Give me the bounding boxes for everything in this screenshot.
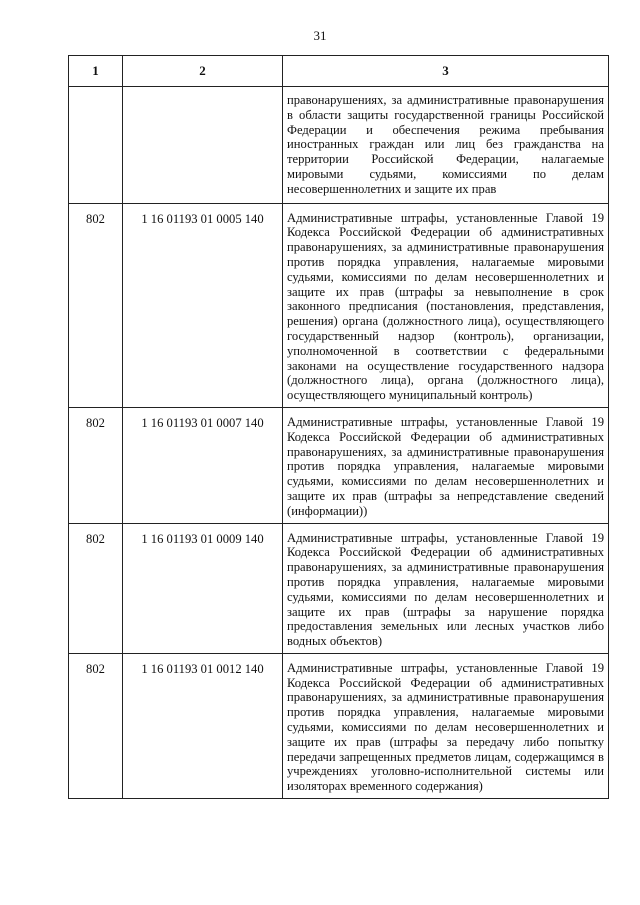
description-text: Административные штрафы, установленные Главой 19 Кодекса Российской Федерации об административных правонарушениях, за административные правонарушения против порядка управления, налагаемые мировыми судьями, комиссиями по делам несовершеннолетних и защите их прав (штрафы за передачу либо попытку передачи запрещенных предметов лицам, содержащимся в учреждениях уголовно-исполнительной системы или изоляторах временного содержания) <box>287 660 604 794</box>
header-col-2: 2 <box>123 56 283 87</box>
budget-code-cell: 1 16 01193 01 0012 140 <box>123 653 283 798</box>
header-col-3: 3 <box>283 56 609 87</box>
admin-code-cell: 802 <box>69 203 123 407</box>
admin-code-cell: 802 <box>69 407 123 523</box>
description-text: Административные штрафы, установленные Главой 19 Кодекса Российской Федерации об административных правонарушениях, за административные правонарушения против порядка управления, налагаемые мировыми судьями, комиссиями по делам несовершеннолетних и защите их прав (штрафы за нарушение порядка предоставления земельных или лесных участков либо водных объектов) <box>287 530 604 649</box>
page-number: 31 <box>313 28 327 43</box>
admin-code-cell: 802 <box>69 653 123 798</box>
table-row-continuation <box>69 87 609 204</box>
header-col-1: 1 <box>69 56 123 87</box>
description-text: Административные штрафы, установленные Главой 19 Кодекса Российской Федерации об административных правонарушениях, за административные правонарушения против порядка управления, налагаемые мировыми судьями, комиссиями по делам несовершеннолетних и защите их прав (штрафы за невыполнение в срок законного предписания (постановления, представления, решения) органа (должностного лица), осуществляющего государственный надзор (контроль), организации, уполномоченной в соответствии с федеральными законами на осуществление государственного надзора (должностного лица), органа (должностного лица), осуществляющего муниципальный контроль) <box>287 210 604 403</box>
budget-code-cell: 1 16 01193 01 0009 140 <box>123 523 283 653</box>
table-row <box>69 407 609 523</box>
description-text: Административные штрафы, установленные Главой 19 Кодекса Российской Федерации об административных правонарушениях, за административные правонарушения против порядка управления, налагаемые мировыми судьями, комиссиями по делам несовершеннолетних и защите их прав (штрафы за непредставление сведений (информации)) <box>287 414 604 518</box>
admin-code-cell <box>69 87 123 204</box>
description-cell <box>283 523 609 653</box>
budget-code-cell: 1 16 01193 01 0005 140 <box>123 203 283 407</box>
table-row <box>69 653 609 798</box>
table-row <box>69 523 609 653</box>
description-cell <box>283 87 609 204</box>
table-row <box>69 203 609 407</box>
description-text: правонарушениях, за административные правонарушения в области защиты государственной границы Российской Федерации и обеспечения режима пребывания иностранных граждан или лиц без гражданства на территории Российской Федерации, налагаемые мировыми судьями, комиссиями по делам несовершеннолетних и защите их прав <box>287 93 604 196</box>
budget-code-cell <box>123 87 283 204</box>
budget-codes-table <box>68 55 609 799</box>
description-cell <box>283 407 609 523</box>
budget-code-cell: 1 16 01193 01 0007 140 <box>123 407 283 523</box>
admin-code-cell: 802 <box>69 523 123 653</box>
description-cell <box>283 653 609 798</box>
description-cell <box>283 203 609 407</box>
table-header-row <box>69 56 609 87</box>
